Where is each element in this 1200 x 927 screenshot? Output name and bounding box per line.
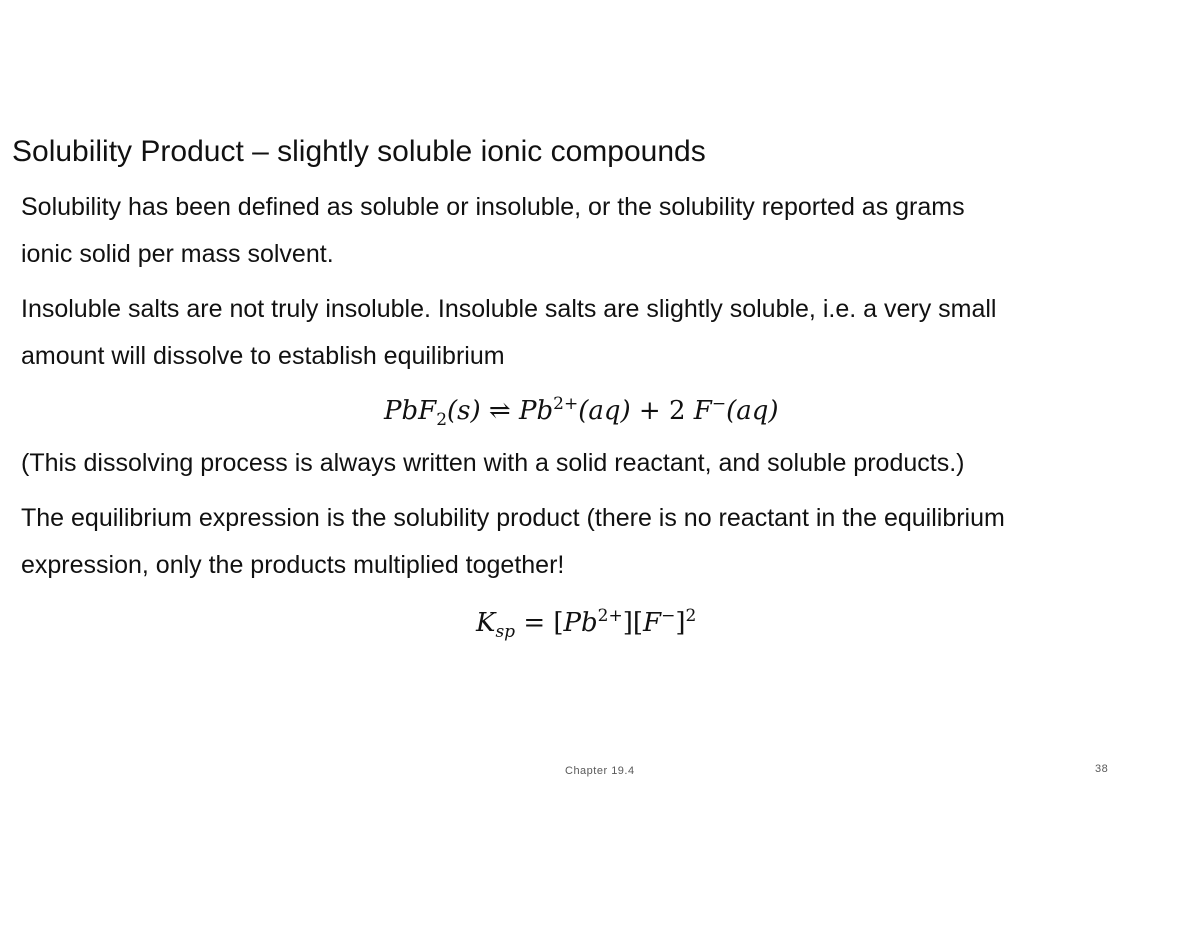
bracket-close: ] — [622, 608, 633, 638]
ksp-subscript: sp — [495, 622, 516, 642]
paragraph-line: (This dissolving process is always written with a solid reactant, and soluble products.) — [21, 449, 965, 477]
footer-chapter: Chapter 19.4 — [565, 765, 635, 777]
fluoride-exponent: 2 — [685, 606, 697, 626]
bracket-close: ] — [675, 608, 686, 638]
cation-formula: Pb — [518, 396, 554, 426]
lead-ion-charge: 2+ — [597, 606, 623, 626]
footer-page-number: 38 — [1095, 763, 1109, 775]
paragraph-line: ionic solid per mass solvent. — [21, 240, 334, 268]
paragraph-line: The equilibrium expression is the solubility product (there is no reactant in the equilibrium — [21, 504, 1005, 532]
ksp-equation — [476, 606, 696, 640]
equals-sign: = — [523, 608, 546, 638]
bracket-open: [ — [632, 608, 644, 638]
reactant-subscript: 2 — [436, 410, 448, 430]
paragraph-equilibrium-expression — [21, 495, 1191, 589]
equilibrium-arrow: ⇌ — [488, 396, 511, 426]
cation-state: (aq) — [578, 396, 631, 426]
slide-title: Solubility Product – slightly soluble ionic compounds — [12, 135, 706, 168]
fluoride-ion-charge: − — [661, 606, 676, 626]
reactant-formula: PbF — [384, 396, 437, 426]
dissolution-equation — [384, 394, 779, 428]
cation-charge: 2+ — [553, 394, 579, 414]
paragraph-insoluble-salts — [21, 286, 1191, 380]
lead-ion: Pb — [563, 608, 598, 638]
paragraph-line: expression, only the products multiplied together! — [21, 551, 565, 579]
anion-coefficient: 2 — [668, 396, 686, 426]
paragraph-solubility-definition — [21, 184, 1191, 278]
paragraph-dissolving-note — [21, 440, 1191, 487]
fluoride-ion: F — [643, 608, 662, 638]
anion-formula: F — [693, 396, 712, 426]
anion-state: (aq) — [726, 396, 779, 426]
bracket-open: [ — [553, 608, 564, 638]
ksp-symbol: K — [476, 608, 496, 638]
paragraph-line: Insoluble salts are not truly insoluble. Insoluble salts are slightly soluble, i.e. a very small — [21, 295, 997, 323]
paragraph-line: amount will dissolve to establish equilibrium — [21, 342, 505, 370]
reactant-state: (s) — [447, 396, 481, 426]
anion-charge: − — [711, 394, 727, 414]
plus-sign: + — [638, 396, 661, 426]
paragraph-line: Solubility has been defined as soluble or insoluble, or the solubility reported as grams — [21, 193, 965, 221]
